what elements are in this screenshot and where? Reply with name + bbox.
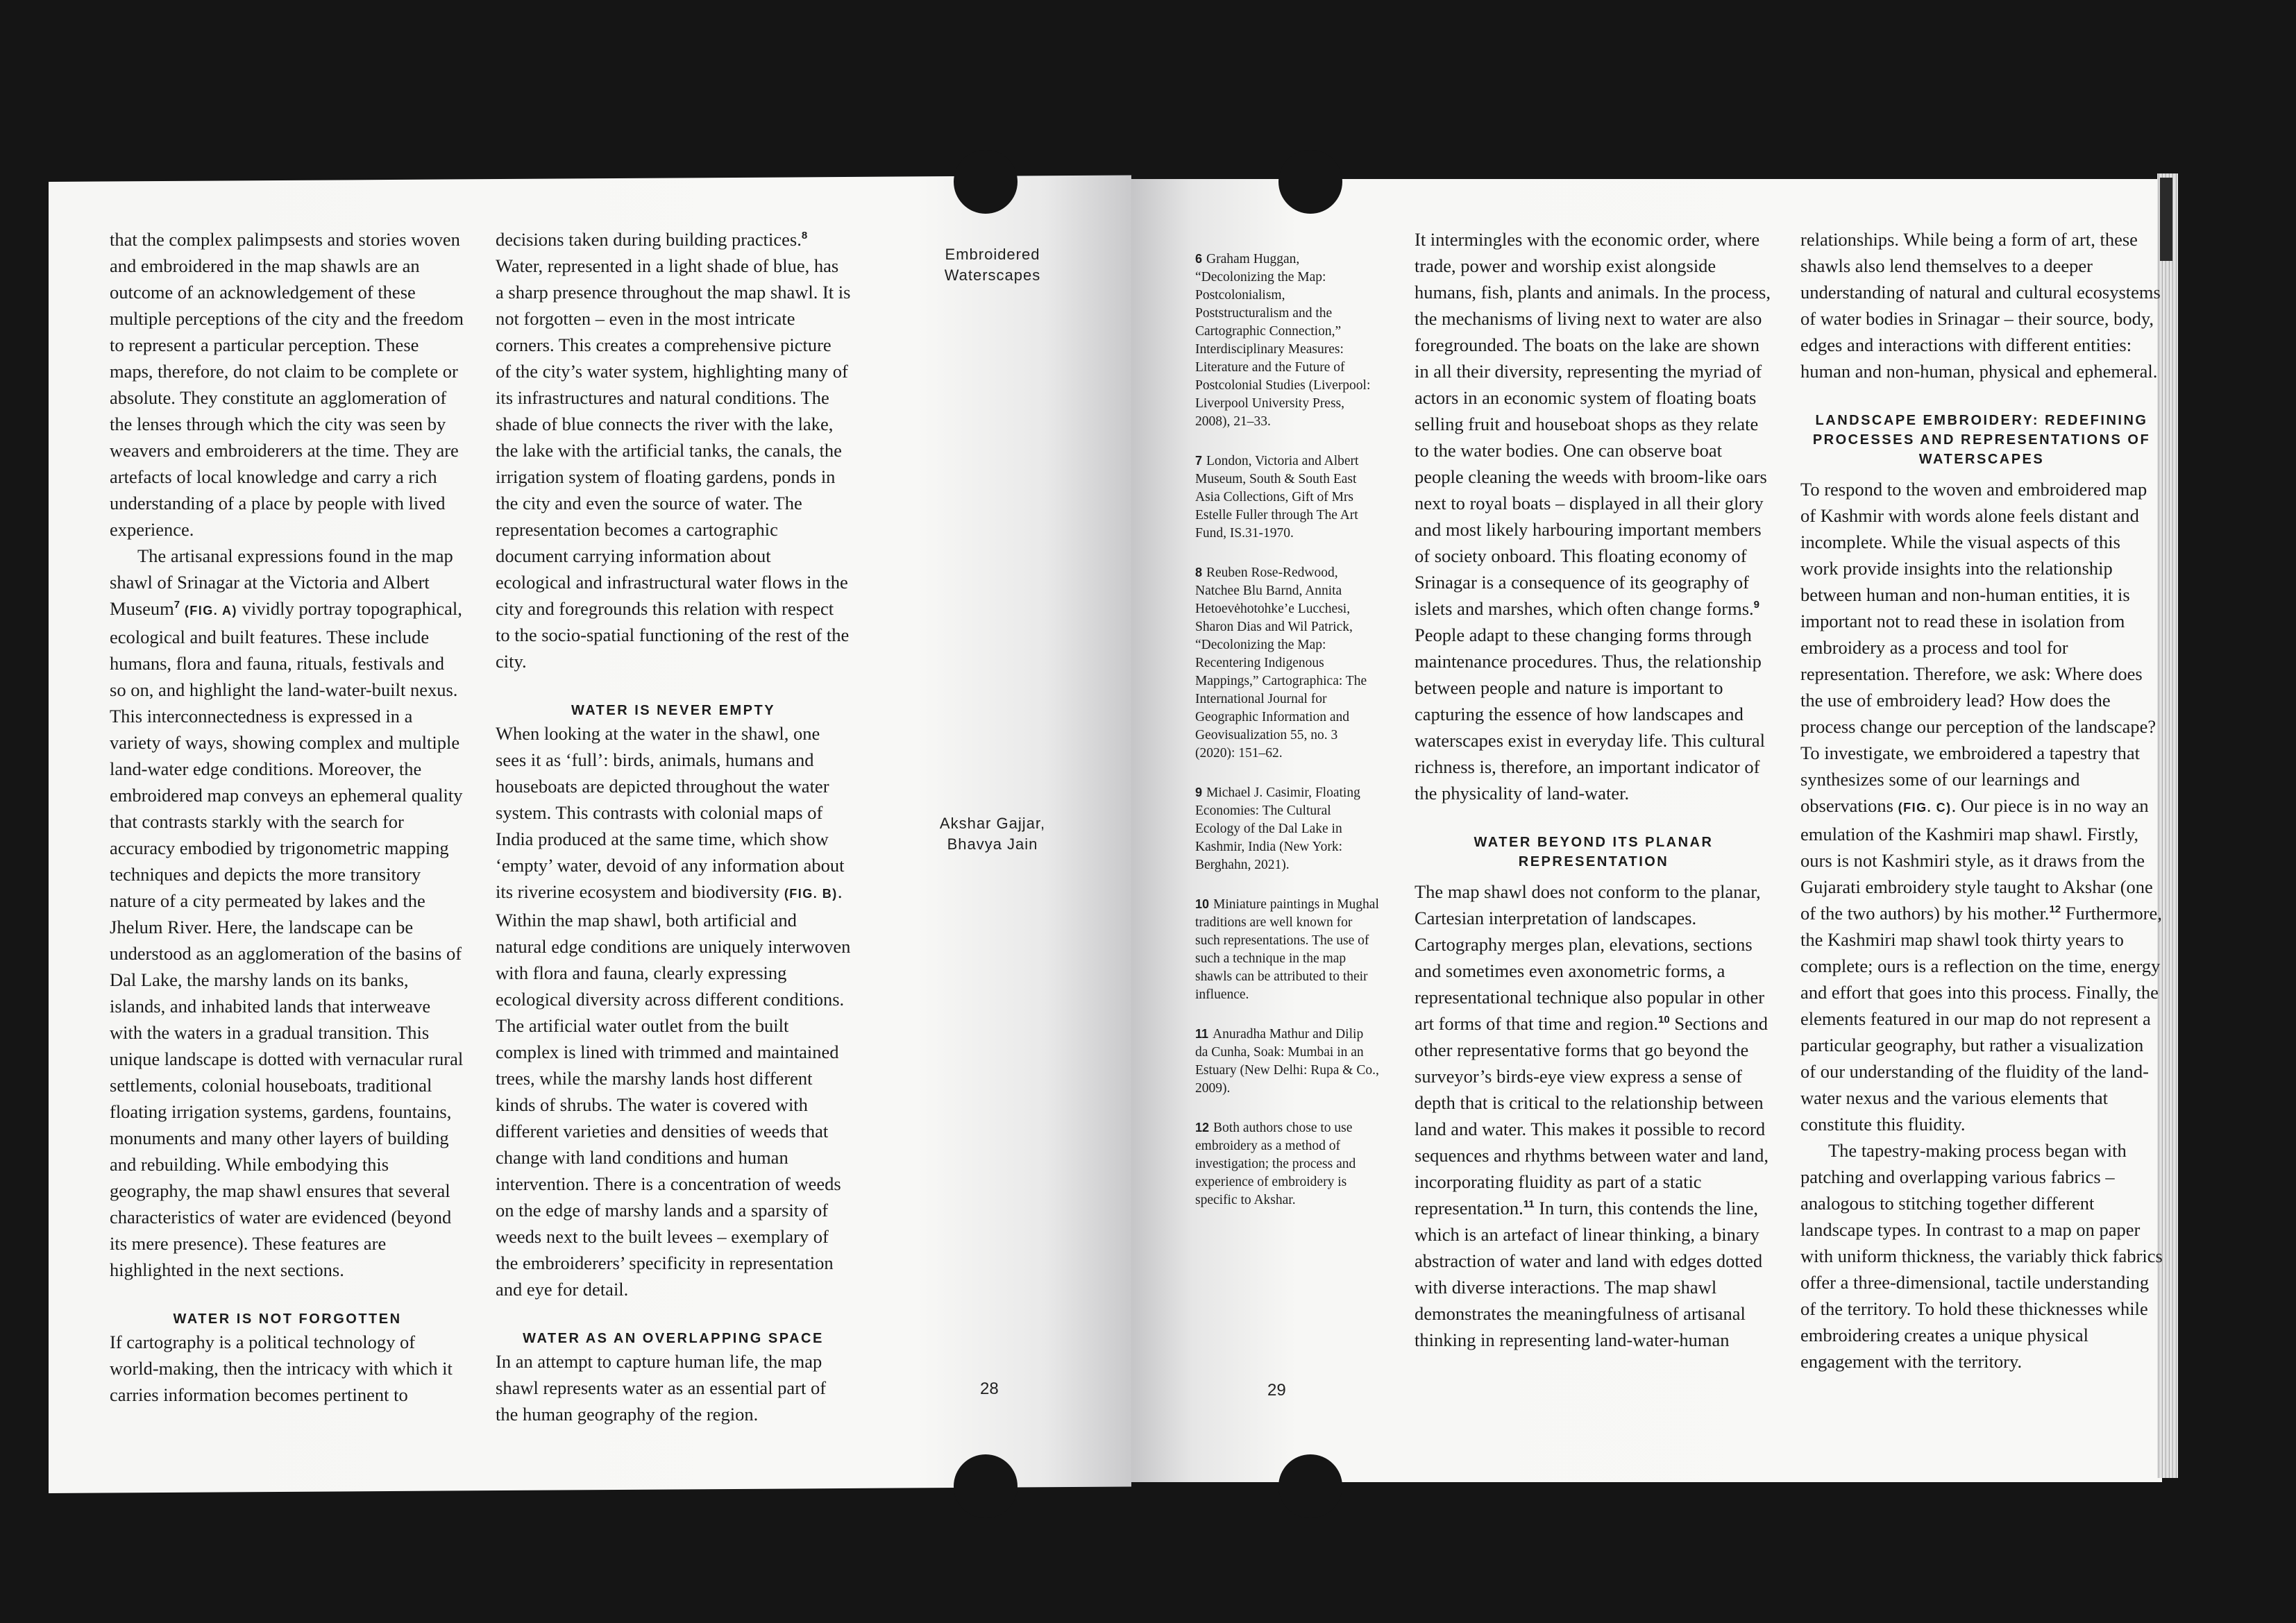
paragraph: When looking at the water in the shawl, one sees it as ‘full’: birds, animals, humans and houseboats are depicted throughout the water system. This contrasts with colonial maps of India produced at the same time, which show ‘empty’ water, devoid of any information about its riverine ecosystem and biodiversity (FIG. B). Within the map shawl, both artificial and natural edge conditions are uniquely interwoven with flora and fauna, clearly expressing ecological diversity across different conditions. The artificial water outlet from the built complex is lined with trimmed and maintained trees, while the marshy lands host different kinds of shrubs. The water is covered with different varieties and densities of weeds that change with land conditions and human intervention. There is a concentration of weeds on the edge of marshy lands and a sparsity of weeds next to the built levees – exemplary of the embroiderers’ specificity in representation and eye for detail. [496, 723, 851, 1300]
right-column-2 [1800, 226, 2163, 1375]
footnote: 7 London, Victoria and Albert Museum, South & South East Asia Collections, Gift of Mrs Estelle Fuller through The Art Fund, IS.31-1970. [1195, 454, 1359, 541]
footnote-ref[interactable]: 8 [801, 230, 808, 242]
page-number-right: 29 [1267, 1381, 1286, 1400]
running-authors: Akshar Gajjar, Bhavya Jain [939, 815, 1046, 853]
paragraph: that the complex palimpsests and stories woven and embroidered in the map shawls are an outcome of an acknowledgement of these multiple perceptions of the city and the freedom to represent a particular perception. These maps, therefore, do not claim to be complete or absolute. They constitute an agglomeration of the lenses through which the city was seen by weavers and embroiderers at the time. They are artefacts of local knowledge and carry a rich understanding of a place by people with lived experience. [110, 229, 464, 540]
figure-ref[interactable]: (FIG. C) [1898, 801, 1952, 815]
footnote-ref[interactable]: 10 [1658, 1014, 1670, 1026]
footnote: 11 Anuradha Mathur and Dilip da Cunha, Soak: Mumbai in an Estuary (New Delhi: Rupa & Co., 2009). [1195, 1027, 1379, 1096]
figure-ref[interactable]: (FIG. A) [184, 604, 238, 618]
paragraph: It intermingles with the economic order, where trade, power and worship exist alongside humans, fish, plants and animals. In the process, the mechanisms of living next to water are also foregrounded. The boats on the lake are shown in all their diversity, representing the myriad of actors in an economic system of floating boats selling fruit and houseboat shops as they relate to the water bodies. One can observe boat people cleaning the weeds with broom-like oars next to royal boats – displayed in all their glory and most likely harbouring important members of society onboard. This floating economy of Srinagar is a consequence of its geography of islets and marshes, which often change forms.$^9$ People adapt to these changing forms through maintenance procedures. Thus, the relationship between people and nature is important to capturing the essence of how landscapes and waterscapes exist in everyday life. This cultural richness is, therefore, an important indicator of the physicality of land-water. [1415, 229, 1771, 804]
binding-notch [954, 150, 1018, 214]
footnote-ref[interactable]: 11 [1523, 1198, 1535, 1211]
binding-notch [954, 1454, 1018, 1518]
paragraph: The map shawl does not conform to the planar, Cartesian interpretation of landscapes. Cartography merges plan, elevations, sections and sometimes even axonometric forms, a representational technique also popular in other art forms of that time and region.$^{10}$ Sections and other representative forms that go beyond the surveyor’s birds-eye view express a sense of depth that is critical to the relationship between land and water. This makes it possible to record sequences and rhythms between water and land, incorporating fluidity as part of a static representation.$^{11}$ In turn, this contends the line, which is an artefact of linear thinking, a binary abstraction of water and land with edges dotted with diverse interactions. The map shawl demonstrates the meaningfulness of artisanal thinking in representing land-water-human [1415, 881, 1769, 1350]
footnote: 12 Both authors chose to use embroidery as a method of investigation; the process and experience of embroidery is specific to Akshar. [1195, 1121, 1356, 1207]
section-heading: WATER AS AN OVERLAPPING SPACE [523, 1331, 824, 1346]
paragraph: The artisanal expressions found in the map shawl of Srinagar at the Victoria and Albert Museum$^7$ (FIG. A) vividly portray topographical, ecological and built features. These include humans, flora and fauna, rituals, festivals and so on, and highlight the land-water-built nexus. This interconnectedness is expressed in a variety of ways, showing complex and multiple land-water edge conditions. Moreover, the embroidered map conveys an ephemeral quality that contrasts starkly with the search for accuracy embodied by trigonometric mapping techniques and depicts the more transitory nature of a city permeated by lakes and the Jhelum River. Here, the landscape can be understood as an agglomeration of the basins of Dal Lake, the marshy lands on its banks, islands, and inhabited lands that interweave with the waters in a gradual transition. This unique landscape is dotted with vernacular rural settlements, colonial houseboats, traditional floating irrigation systems, gardens, fountains, monuments and many other layers of building and rebuilding. While embodying this geography, the map shawl ensures that several characteristics of water are evidenced (beyond its mere presence). These features are highlighted in the next sections. [110, 545, 464, 1280]
paragraph: To respond to the woven and embroidered map of Kashmir with words alone feels distant and incomplete. While the visual aspects of this work provide insights into the relationship between human and non-human entities, it is important not to read these in isolation from embroidery as a process and tool for representation. Therefore, we ask: Where does the use of embroidery lead? How does the process change our perception of the landscape? To investigate, we embroidered a tapestry that synthesizes some of our learnings and observations (FIG. C). Our piece is in no way an emulation of the Kashmiri map shawl. Firstly, ours is not Kashmiri style, as it draws from the Gujarati embroidery style taught to Akshar (one of the two authors) by his mother.$^{12}$ Furthermore, the Kashmiri map shawl took thirty years to complete; ours is a reflection on the time, energy and effort that goes into this process. Finally, the elements featured in our map do not represent a particular geography, but rather a visualization of our understanding of the fluidity of the land-water nexus and the various elements that constitute this fluidity. [1800, 479, 2162, 1135]
footnote-ref[interactable]: 7 [174, 599, 180, 611]
footnote: 6 Graham Huggan, “Decolonizing the Map: Postcolonialism, Poststructuralism and the Cartographic Connection,” Interdisciplinary Measures: Literature and the Future of Postcolonial Studies (Liverpool: Liverpool University Press, 2008), 21–33. [1195, 252, 1371, 429]
section-heading: WATER IS NOT FORGOTTEN [173, 1311, 402, 1327]
running-title: Embroidered Waterscapes [944, 246, 1041, 284]
section-heading: WATER BEYOND ITS PLANAR REPRESENTATION [1474, 835, 1714, 869]
section-heading: WATER IS NEVER EMPTY [571, 703, 776, 718]
paragraph: The tapestry-making process began with patching and overlapping various fabrics – analogous to stitching together different landscape types. In contrast to a map on paper with uniform thickness, the variably thick fabrics offer a three-dimensional, tactile understanding of the territory. To hold these thicknesses while embroidering creates a unique physical engagement with the territory. [1800, 1140, 2163, 1372]
footnote: 9 Michael J. Casimir, Floating Economies: The Cultural Ecology of the Dal Lake in Kashmir, India (New York: Berghahn, 2021). [1195, 785, 1360, 872]
left-column-1 [110, 226, 465, 1408]
paragraph: In an attempt to capture human life, the map shawl represents water as an essential part of the human geography of the region. [496, 1351, 827, 1425]
footnote-ref[interactable]: 9 [1753, 599, 1759, 611]
footnote: 8 Reuben Rose-Redwood, Natchee Blu Barnd, Annita Hetoevėhotohke’e Lucchesi, Sharon Dias and Wil Patrick, “Decolonizing the Map: Recentering Indigenous Mappings,” Cartographica: The International Journal for Geographic Information and Geovisualization 55, no. 3 (2020): 151–62. [1195, 566, 1367, 760]
section-heading: LANDSCAPE EMBROIDERY: REDEFINING PROCESSES AND REPRESENTATIONS OF WATERSCAPES [1812, 413, 2151, 467]
paragraph: If cartography is a political technology of world-making, then the intricacy with which it carries information becomes pertinent to [110, 1332, 453, 1405]
left-column-2 [496, 226, 851, 1427]
paragraph: relationships. While being a form of art, these shawls also lend themselves to a deeper understanding of natural and cultural ecosystems of water bodies in Srinagar – their source, body, edges and interactions with different entities: human and non-human, physical and ephemeral. [1800, 229, 2161, 382]
footnotes [1195, 250, 1379, 1230]
footnote-ref[interactable]: 12 [2049, 903, 2061, 916]
right-column-1 [1415, 226, 1773, 1353]
binding-notch [1278, 150, 1342, 214]
footnote: 10 Miniature paintings in Mughal traditions are well known for such representations. The use of such a technique in the map shawls can be attributed to their influence. [1195, 897, 1379, 1002]
paragraph: decisions taken during building practices.$^8$ Water, represented in a light shade of blue, has a sharp presence throughout the map shawl. It is not forgotten – even in the most intricate corners. This creates a comprehensive picture of the city’s water system, highlighting many of its infrastructures and natural conditions. The shade of blue connects the river with the lake, the lake with the artificial tanks, the canals, the irrigation system of floating gardens, ponds in the city and even the source of water. The representation becomes a cartographic document carrying information about ecological and infrastructural water flows in the city and foregrounds this relation with respect to the socio-spatial functioning of the rest of the city. [496, 229, 851, 672]
figure-ref[interactable]: (FIG. B) [784, 887, 838, 901]
binding-notch [1278, 1454, 1342, 1518]
page-number-left: 28 [980, 1379, 999, 1398]
